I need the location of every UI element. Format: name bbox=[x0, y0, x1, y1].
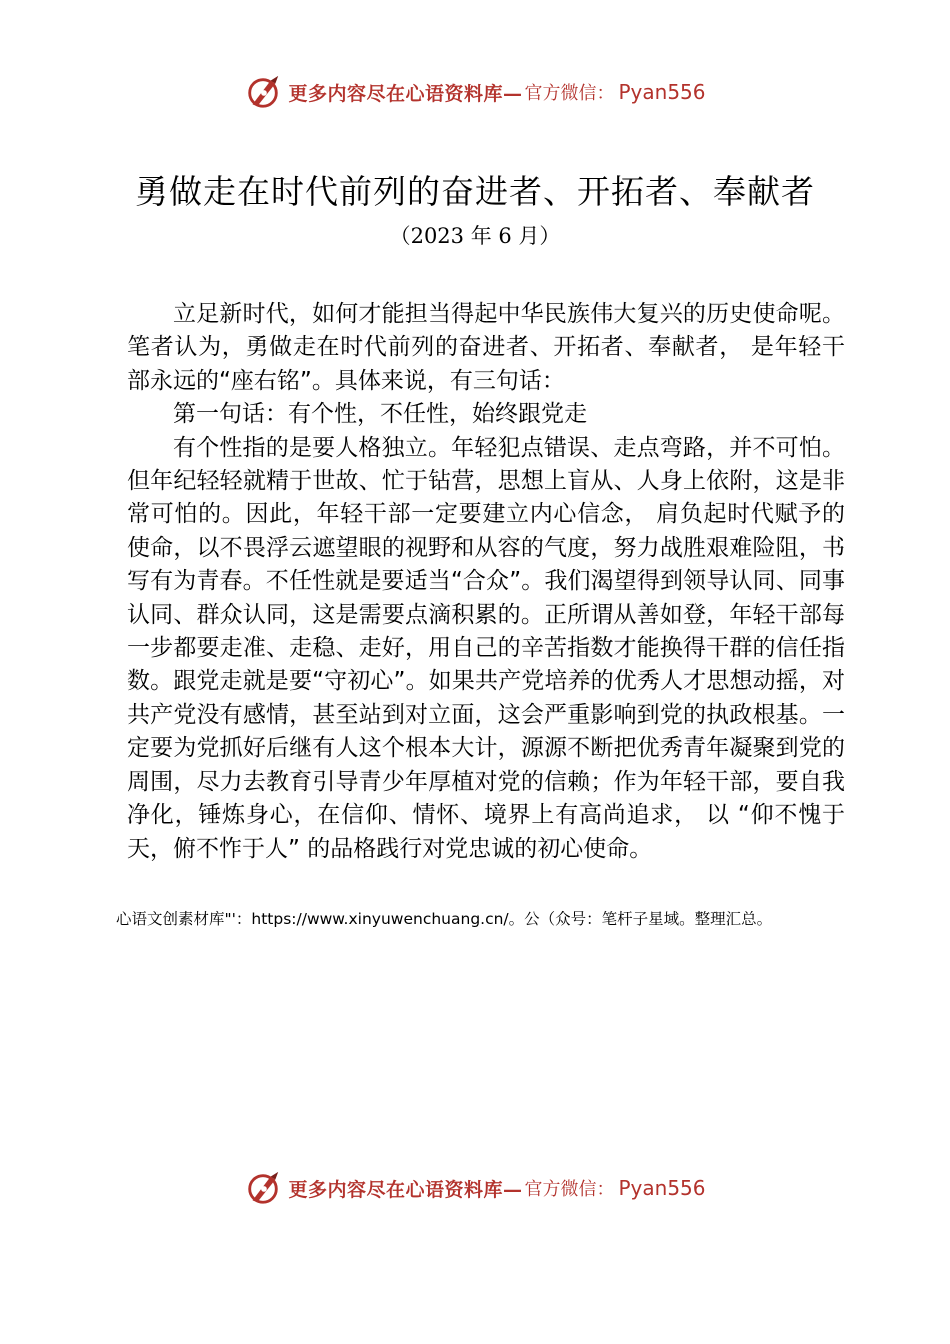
footer-banner bbox=[0, 1168, 950, 1208]
paragraph-heading-1: 第一句话：有个性，不任性，始终跟党走 bbox=[173, 401, 587, 428]
banner-text: 更多内容尽在心语资料库— bbox=[288, 1178, 523, 1201]
document-body bbox=[127, 298, 845, 866]
source-note: 心语文创素材库"'：https://www.xinyuwenchuang.cn/。公（众号：笔杆子星域。整理汇总。 bbox=[116, 910, 773, 928]
header-banner bbox=[0, 72, 950, 112]
banner-wechat-label: 官方微信： bbox=[524, 83, 615, 104]
paragraph-intro: 立足新时代，如何才能担当得起中华民族伟大复兴的历史使命呢。笔者认为，勇做走在时代前列的奋进者、开拓者、奉献者， 是年轻干部永远的“座右铭”。具体来说，有三句话： bbox=[127, 301, 845, 394]
paragraph-main: 有个性指的是要人格独立。年轻犯点错误、走点弯路，并不可怕。但年纪轻轻就精于世故、忙于钻营，思想上盲从、人身上依附，这是非常可怕的。因此，年轻干部一定要建立内心信念， 肩负起时代赋予的使命，以不畏浮云遮望眼的视野和从容的气度，努力战胜艰难险阻，书写有为青春。不任性就是要适当“合众”。我们渴望得到领导认同、同事认同、群众认同，这是需要点滴积累的。正所谓从善如登，年轻干部每一步都要走准、走稳、走好，用自己的辛苦指数才能换得干群的信任指数。跟党走就是要“守初心”。如果共产党培养的优秀人才思想动摇，对共产党没有感情，甚至站到对立面，这会严重影响到党的执政根基。一定要为党抓好后继有人这个根本大计，源源不断把优秀青年凝聚到党的周围，尽力去教育引导青少年厚植对党的信赖；作为年轻干部，要自我净化，锤炼身心，在信仰、情怀、境界上有高尚追求， 以 “仰不愧于天，俯不怍于人” 的品格践行对党忠诚的初心使命。 bbox=[127, 434, 845, 862]
pen-circle-logo-icon bbox=[244, 1169, 282, 1207]
banner-wechat-label: 官方微信： bbox=[524, 1179, 615, 1200]
document-date: （2023 年 6 月） bbox=[389, 224, 561, 248]
banner-text: 更多内容尽在心语资料库— bbox=[288, 82, 523, 105]
banner-wechat-id: Pyan556 bbox=[618, 80, 706, 104]
document-title: 勇做走在时代前列的奋进者、开拓者、奉献者 bbox=[135, 172, 815, 211]
pen-circle-logo-icon bbox=[244, 73, 282, 111]
banner-wechat-id: Pyan556 bbox=[618, 1176, 706, 1200]
